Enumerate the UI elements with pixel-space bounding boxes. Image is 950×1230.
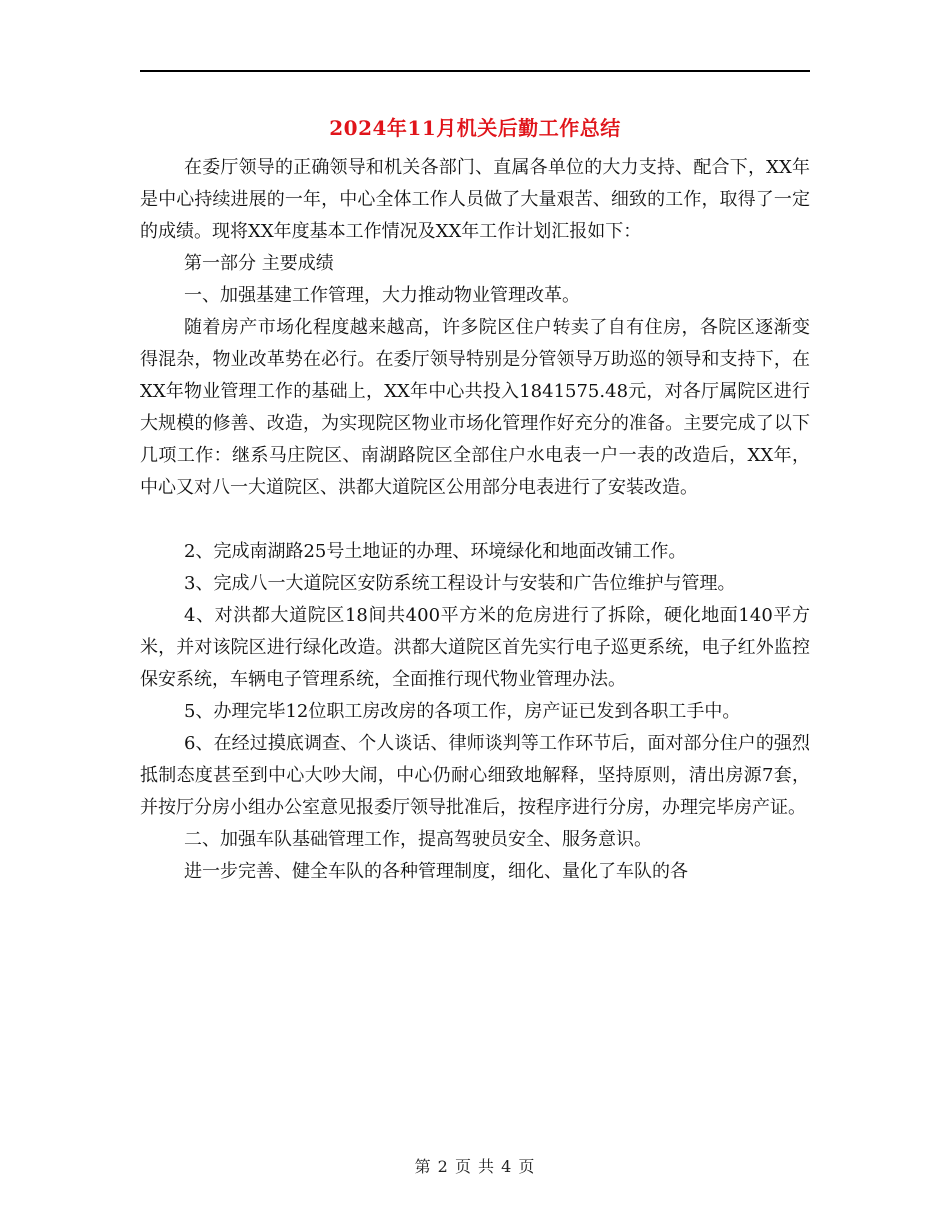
header-rule (140, 70, 810, 72)
paragraph-fleet-management: 进一步完善、健全车队的各种管理制度，细化、量化了车队的各 (184, 861, 688, 882)
paragraph-property-reform: 随着房产市场化程度越来越高，许多院区住户转卖了自有住房，各院区逐渐变得混杂，物业改革势在必行。在委厅领导特别是分管领导万助巡的领导和支持下，在XX年物业管理工作的基础上，XX年中心共投入1841575.48元，对各厅属院区进行大规模的修善、改造，为实现院区物业市场化管理作好充分的准备。主要完成了以下几项工作：继系马庄院区、南湖路院区全部住户水电表一户一表的改造后，XX年，中心又对八一大道院区、洪都大道院区公用部分电表进行了安装改造。 (140, 317, 810, 498)
document-body (140, 152, 810, 888)
subheading-fleet: 二、加强车队基础管理工作，提高驾驶员安全、服务意识。 (184, 829, 652, 850)
list-item-3: 3、完成八一大道院区安防系统工程设计与安装和广告位维护与管理。 (184, 573, 736, 594)
blank-line (140, 504, 810, 536)
subheading-infrastructure: 一、加强基建工作管理，大力推动物业管理改革。 (184, 285, 580, 306)
list-item-4: 4、对洪都大道院区18间共400平方米的危房进行了拆除，硬化地面140平方米，并对该院区进行绿化改造。洪都大道院区首先实行电子巡更系统，电子红外监控保安系统，车辆电子管理系统，全面推行现代物业管理办法。 (140, 605, 810, 690)
list-item-6: 6、在经过摸底调查、个人谈话、律师谈判等工作环节后，面对部分住户的强烈抵制态度甚至到中心大吵大闹，中心仍耐心细致地解释，坚持原则，清出房源7套，并按厅分房小组办公室意见报委厅领导批准后，按程序进行分房，办理完毕房产证。 (140, 733, 810, 818)
paragraph-intro: 在委厅领导的正确领导和机关各部门、直属各单位的大力支持、配合下，XX年是中心持续进展的一年，中心全体工作人员做了大量艰苦、细致的工作，取得了一定的成绩。现将XX年度基本工作情况及XX年工作计划汇报如下： (140, 157, 810, 242)
page-number-footer: 第 2 页 共 4 页 (414, 1157, 536, 1176)
document-title: 2024年11月机关后勤工作总结 (329, 116, 621, 140)
list-item-5: 5、办理完毕12位职工房改房的各项工作，房产证已发到各职工手中。 (184, 701, 741, 722)
section-heading-part-one: 第一部分 主要成绩 (184, 253, 334, 274)
list-item-2: 2、完成南湖路25号土地证的办理、环境绿化和地面改铺工作。 (184, 541, 687, 562)
